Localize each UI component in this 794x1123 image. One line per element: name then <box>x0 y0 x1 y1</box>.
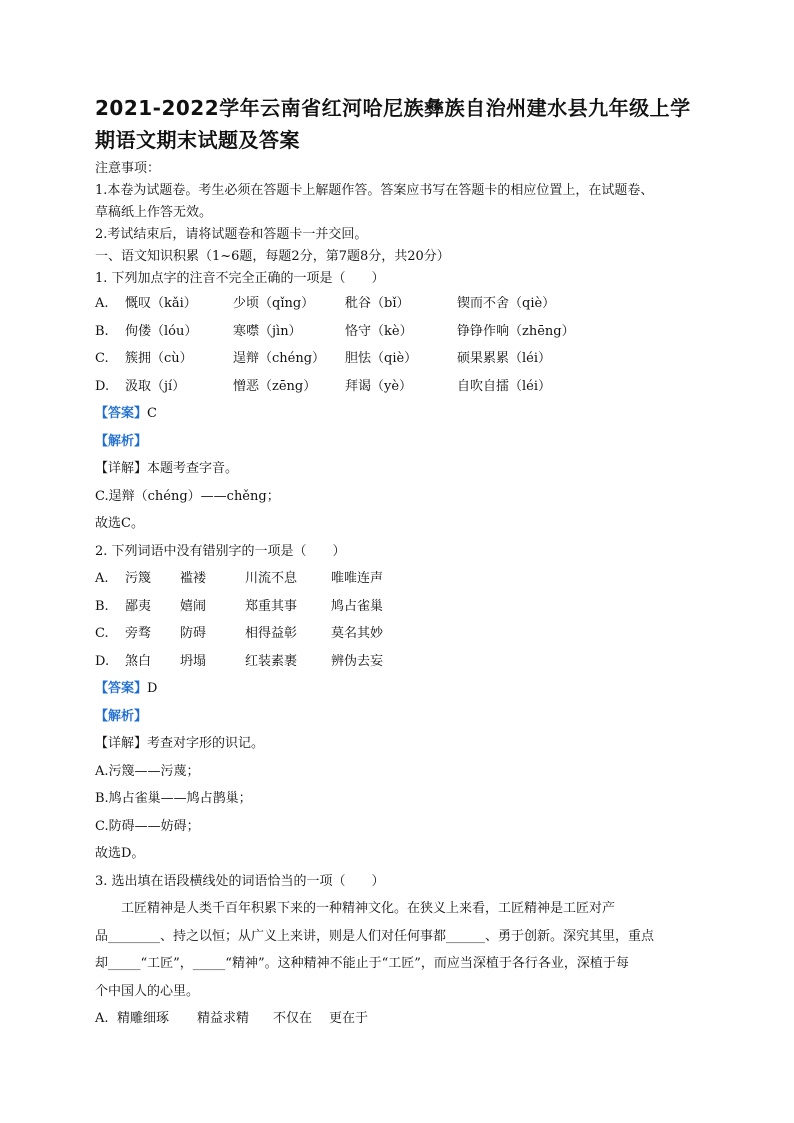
option-key: A. <box>95 296 109 311</box>
option-word: 污篾 <box>125 571 152 586</box>
option-key: B. <box>95 598 109 614</box>
option-key: D. <box>95 653 110 669</box>
option-word: 锲而不舍（qiè） <box>457 296 556 311</box>
option-key: A. <box>95 1011 109 1026</box>
q3-passage-line-1: 工匠精神是人类千百年积累下来的一种精神文化。在狭义上来看，工匠精神是工匠对产 <box>121 901 616 916</box>
option-word: 辨伪去妄 <box>331 653 384 669</box>
q1-answer <box>95 400 705 428</box>
q1-analysis <box>95 428 705 456</box>
q2-analysis <box>95 703 705 731</box>
option-key: A. <box>95 571 109 586</box>
section-1-heading: 一、语文知识积累（1~6题，每题2分，第7题8分，共20分） <box>95 249 450 264</box>
option-word: 鸠占雀巢 <box>331 598 384 614</box>
option-word: 红装素裹 <box>245 653 298 669</box>
option-word: 汲取（jí） <box>125 378 186 394</box>
option-word: 嬉闹 <box>180 598 207 614</box>
q3-passage-line-3: 却_____“工匠”，_____“精神”。这种精神不能止于“工匠”，而应当深植于各行各业，深植于每 <box>95 956 629 971</box>
option-word: 寒噤（jìn） <box>233 323 302 339</box>
q2-detail <box>95 730 705 758</box>
q2-answer <box>95 675 705 703</box>
title-line-1: 2021-2022学年云南省红河哈尼族彝族自治州建水县九年级上学 <box>95 96 691 120</box>
option-word: 拜谒（yè） <box>345 378 413 394</box>
q3-option-a <box>95 1005 705 1033</box>
analysis-tag: 【解析】 <box>95 708 148 724</box>
option-word: 慨叹（kǎi） <box>125 296 197 311</box>
detail-tag: 【详解】 <box>95 736 148 751</box>
option-word: 簇拥（cù） <box>125 351 193 366</box>
option-word: 鄙夷 <box>125 598 152 614</box>
option-word: 硕果累累（léi） <box>457 351 552 366</box>
q1-stem: 1. 下列加点字的注音不完全正确的一项是（ ） <box>95 271 385 286</box>
option-word: 铮铮作响（zhēng） <box>457 323 575 339</box>
answer-tag: 【答案】 <box>95 406 148 421</box>
option-word: 煞白 <box>125 653 152 669</box>
notice-head: 注意事项： <box>95 161 161 176</box>
option-key: B. <box>95 323 109 339</box>
document-page <box>95 92 705 1033</box>
option-key: C. <box>95 626 109 641</box>
option-word: 防碍 <box>180 626 207 641</box>
title-line-2: 期语文期末试题及答案 <box>95 128 300 152</box>
q2-option-c <box>95 620 705 648</box>
detail-tag: 【详解】 <box>95 461 148 476</box>
q1-detail <box>95 455 705 483</box>
q1-option-a <box>95 290 705 318</box>
q2-option-d <box>95 648 705 676</box>
option-word: 自吹自擂（léi） <box>457 378 552 394</box>
option-word: 褴褛 <box>180 571 207 586</box>
q2-stem: 2. 下列词语中没有错别字的一项是（ ） <box>95 543 346 559</box>
option-word: 逞辩（chéng） <box>233 351 326 366</box>
q3-passage-line-2: 品________、持之以恒；从广义上来讲，则是人们对任何事都______、勇于创新。深究其里，重点 <box>95 928 655 944</box>
option-word: 精雕细琢 <box>117 1011 170 1026</box>
q1-option-d <box>95 373 705 401</box>
q1-option-b <box>95 318 705 346</box>
q2-option-b <box>95 593 705 621</box>
option-word: 郑重其事 <box>245 598 298 614</box>
option-word: 胆怯（qiè） <box>345 351 418 366</box>
q1-fix-1: C.逞辩（chéng）——chěng； <box>95 488 280 504</box>
option-word: 秕谷（bǐ） <box>345 296 410 311</box>
option-word: 憎恶（zēng） <box>233 378 317 394</box>
q3-stem: 3. 选出填在语段横线处的词语恰当的一项（ ） <box>95 873 385 889</box>
option-word: 相得益彰 <box>245 626 298 641</box>
q3-passage-line-4: 个中国人的心里。 <box>95 983 200 999</box>
q1-option-c <box>95 345 705 373</box>
option-word: 坍塌 <box>180 653 207 669</box>
answer-tag: 【答案】 <box>95 681 148 696</box>
q2-fix-1: A.污篾——污蔑； <box>95 763 200 779</box>
document-title <box>95 92 705 156</box>
q2-option-a <box>95 565 705 593</box>
q2-fix-2: B.鸠占雀巢——鸠占鹊巢； <box>95 791 252 806</box>
option-key: D. <box>95 378 110 394</box>
analysis-tag: 【解析】 <box>95 433 148 449</box>
option-word: 恪守（kè） <box>345 323 413 339</box>
q1-conclusion: 故选C。 <box>95 516 144 531</box>
option-word: 莫名其妙 <box>331 626 384 641</box>
detail-text: 考查对字形的识记。 <box>147 736 265 751</box>
q2-conclusion: 故选D。 <box>95 846 145 861</box>
option-word: 更在于 <box>329 1011 369 1026</box>
answer-value: D <box>147 681 158 696</box>
notice-item-2: 2.考试结束后，请将试题卷和答题卡一并交回。 <box>95 227 368 242</box>
detail-text: 本题考查字音。 <box>147 461 239 476</box>
q2-fix-3: C.防碍——妨碍； <box>95 818 200 834</box>
answer-value: C <box>147 406 157 421</box>
option-word: 不仅在 <box>273 1011 313 1026</box>
option-word: 精益求精 <box>197 1011 250 1026</box>
option-word: 少顷（qǐng） <box>233 296 315 311</box>
option-word: 旁骛 <box>125 626 152 641</box>
option-word: 佝偻（lóu） <box>125 323 198 339</box>
option-key: C. <box>95 351 109 366</box>
notice-item-1b: 草稿纸上作答无效。 <box>95 205 213 220</box>
option-word: 川流不息 <box>245 571 298 586</box>
option-word: 唯唯连声 <box>331 571 384 586</box>
notice-item-1a: 1.本卷为试题卷。考生必须在答题卡上解题作答。答案应书写在答题卡的相应位置上，在试题卷、 <box>95 183 654 198</box>
